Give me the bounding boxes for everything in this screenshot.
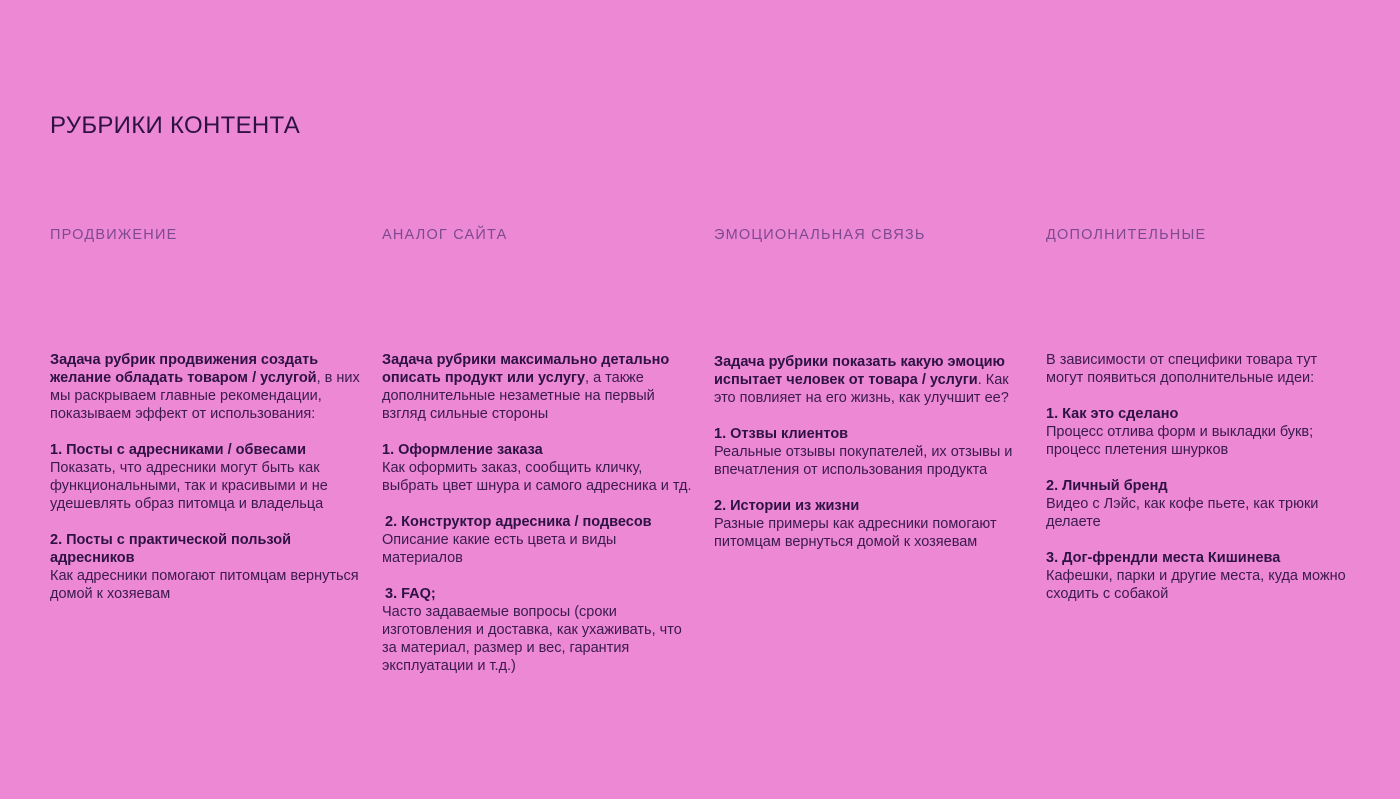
column-heading: ЭМОЦИОНАЛЬНАЯ СВЯЗЬ [714,227,926,243]
column-intro [382,351,694,423]
list-item [1046,405,1358,459]
item-title: 2. Посты с практической пользой адресников [50,532,292,566]
list-item [382,441,694,495]
item-text: Как оформить заказ, сообщить кличку, выбрать цвет шнура и самого адресника и тд. [382,460,692,494]
item-title: 1. Оформление заказа [382,442,543,458]
column-heading: ПРОДВИЖЕНИЕ [50,227,178,243]
column-intro [1046,351,1358,387]
item-text: Процесс отлива форм и выкладки букв; процесс плетения шнурков [1046,424,1314,458]
item-text: Видео с Лэйс, как кофе пьете, как трюки делаете [1046,496,1319,530]
list-item [1046,549,1358,603]
column-body [382,351,694,675]
intro-bold: Задача рубрики максимально детально описать продукт или услугу [382,352,670,386]
list-item [714,497,1026,551]
item-text: Разные примеры как адресники помогают питомцам вернуться домой к хозяевам [714,516,997,550]
item-text: Как адресники помогают питомцам вернуться домой к хозяевам [50,568,359,602]
intro-text: В зависимости от специфики товара тут могут появиться дополнительные идеи: [1046,352,1318,386]
intro-bold: Задача рубрик продвижения создать желание обладать товаром / услугой [50,352,319,386]
item-text: Описание какие есть цвета и виды материалов [382,532,617,566]
list-item [50,441,362,513]
list-item [382,513,694,567]
item-title: 1. Посты с адресниками / обвесами [50,442,307,458]
intro-text: . Как это повлияет на его жизнь, как улучшит ее? [714,372,1009,406]
item-title: 2. Истории из жизни [714,498,860,514]
page-title: РУБРИКИ КОНТЕНТА [50,112,301,139]
intro-bold: Задача рубрики показать какую эмоцию испытает человек от товара / услуги [714,354,1005,388]
item-title: 2. Конструктор адресника / подвесов [385,514,652,530]
column-intro [50,351,362,423]
item-title: 1. Отзвы клиентов [714,426,849,442]
column-intro [714,353,1026,407]
item-text: Реальные отзывы покупателей, их отзывы и впечатления от использования продукта [714,444,1013,478]
item-text: Показать, что адресники могут быть как функциональными, так и красивыми и не удешевлять образ питомца и владельца [50,460,328,512]
list-item [382,585,694,675]
column-body [1046,351,1358,603]
item-title: 3. FAQ; [385,586,436,602]
column-body [50,351,362,603]
intro-text: , в них мы раскрываем главные рекомендации, показываем эффект от использования: [50,370,360,422]
intro-text: , а также дополнительные незаметные на первый взгляд сильные стороны [382,370,655,422]
column-heading: ДОПОЛНИТЕЛЬНЫЕ [1046,227,1207,243]
item-title: 1. Как это сделано [1046,406,1179,422]
column-heading: АНАЛОГ САЙТА [382,227,508,243]
item-title: 2. Личный бренд [1046,478,1168,494]
list-item [1046,477,1358,531]
item-text: Часто задаваемые вопросы (сроки изготовления и доставка, как ухаживать, что за материал, размер и вес, гарантия эксплуатации и т.д.) [382,604,682,674]
list-item [714,425,1026,479]
item-text: Кафешки, парки и другие места, куда можно сходить с собакой [1046,568,1346,602]
column-body [714,353,1026,551]
item-title: 3. Дог-френдли места Кишинева [1046,550,1281,566]
list-item [50,531,362,603]
